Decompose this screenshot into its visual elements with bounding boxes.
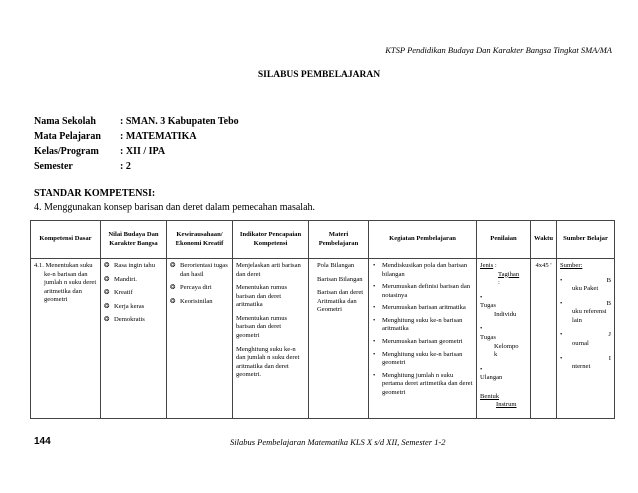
materi-item: Barisan dan deret Aritmatika dan Geometri: [317, 289, 364, 314]
list-item: ❂ Rasa ingin tahu: [104, 262, 156, 269]
header-note: KTSP Pendidikan Budaya Dan Karakter Bangsa Tingkat SMA/MA: [385, 45, 612, 55]
indikator-item: Menghitung suku ke-n dan jumlah n suku deret aritmatika dan deret geometri.: [236, 345, 300, 379]
bullet-icon: ❂: [104, 289, 110, 297]
header-kompetensi: Kompetensi Dasar: [31, 221, 101, 259]
dot-icon: •: [373, 350, 376, 358]
list-item: • Mendiskusikan pola dan barisan bilangan: [373, 262, 468, 278]
cell-penilaian: Jenis : Tagihan : • Tugas Individu • Tugas Kelompo k • Ulangan Bentuk Instrum: [477, 259, 531, 419]
list-item: ❂ Percaya diri: [170, 284, 212, 292]
cell-materi: [309, 259, 369, 419]
list-item: • Menghitung jumlah n suku pertama deret aritmetika dan deret geometri: [373, 371, 473, 396]
list-item: ❂ Berorientasi tugas dan hasil: [170, 262, 228, 278]
header-kewirausahaan: Kewirausahaan/ Ekonomi Kreatif: [167, 221, 233, 259]
header-nilai-budaya: Nilai Budaya Dan Karakter Bangsa: [101, 221, 167, 259]
list-item: • Merumuskan definisi barisan dan notasinya: [373, 283, 471, 299]
cell-indikator: [233, 259, 309, 419]
dot-icon: •: [560, 331, 563, 339]
list-item: ❂ Kreatif: [104, 289, 133, 297]
dot-icon: •: [373, 304, 376, 312]
bullet-icon: ❂: [104, 302, 110, 310]
dot-icon: •: [373, 371, 376, 379]
dot-icon: •: [373, 262, 376, 269]
cell-kegiatan: [369, 259, 477, 419]
school-info: [34, 114, 239, 174]
list-item: • B uku referensi lain: [560, 299, 611, 324]
dot-icon: •: [560, 354, 563, 362]
info-row-semester: Semester : 2: [34, 161, 131, 172]
dot-icon: •: [560, 299, 563, 307]
list-item: ❂ Mandiri.: [104, 275, 137, 283]
list-item: • J ournal: [560, 331, 611, 347]
dot-icon: •: [560, 276, 563, 284]
info-row-subject: Mata Pelajaran : MATEMATIKA: [34, 131, 197, 142]
dot-icon: •: [373, 283, 376, 291]
list-item: • Menghitung suku ke-n barisan aritmatika: [373, 316, 463, 333]
info-row-class: Kelas/Program : XII / IPA: [34, 146, 166, 157]
list-item: ❂ Demokratis: [104, 316, 145, 324]
list-item: • B uku Paket: [560, 276, 611, 293]
dot-icon: •: [480, 365, 483, 373]
header-indikator: Indikator Pencapaian Kompetensi: [233, 221, 309, 259]
cell-kompetensi: 4.1. Menentukan suku ke-n barisan dan jumlah n suku deret aritmetika dan geometri: [31, 259, 101, 419]
bullet-icon: ❂: [104, 262, 110, 269]
list-item: • Menghitung suku ke-n barisan geometri: [373, 350, 463, 367]
table-row: [31, 259, 615, 419]
cell-sumber: Sumber: • B uku Paket • B uku referensi lain • J ournal • I nternet: [557, 259, 615, 419]
standar-kompetensi-title: STANDAR KOMPETENSI:: [34, 188, 156, 199]
materi-item: Barisan Bilangan: [317, 275, 363, 283]
materi-item: Pola Bilangan: [317, 262, 355, 269]
bullet-icon: ❂: [104, 316, 110, 324]
bullet-icon: ❂: [104, 275, 110, 283]
syllabus-table: [30, 220, 615, 419]
bullet-icon: ❂: [170, 297, 176, 305]
page-number: 144: [34, 436, 51, 447]
indikator-item: Menentukan rumus barisan dan deret aritmatika: [236, 284, 288, 309]
cell-kewirausahaan: [167, 259, 233, 419]
table-header-row: [31, 221, 615, 259]
footer-note: Silabus Pembelajaran Matematika KLS X s/d XII, Semester 1-2: [230, 437, 446, 447]
dot-icon: •: [373, 337, 376, 345]
dot-icon: •: [480, 293, 483, 301]
dot-icon: •: [373, 316, 376, 324]
list-item: • Merumuskan barisan geometri: [373, 337, 463, 345]
header-penilaian: Penilaian: [477, 221, 531, 259]
bullet-icon: ❂: [170, 284, 176, 292]
list-item: • I nternet: [560, 354, 611, 371]
list-item: ❂ Kerja keras: [104, 302, 145, 310]
header-kegiatan: Kegiatan Pembelajaran: [369, 221, 477, 259]
indikator-item: Menjelaskan arti barisan dan deret: [236, 262, 301, 278]
bullet-icon: ❂: [170, 262, 176, 269]
penilaian-jenis: Jenis :: [480, 262, 497, 269]
standar-kompetensi-text: 4. Menggunakan konsep barisan dan deret dalam pemecahan masalah.: [34, 202, 316, 213]
header-sumber: Sumber Belajar: [557, 221, 615, 259]
header-materi: Materi Pembelajaran: [309, 221, 369, 259]
cell-nilai-budaya: [101, 259, 167, 419]
list-item: ❂ Keorisinilan: [170, 297, 213, 305]
page-title: SILABUS PEMBELAJARAN: [257, 70, 381, 80]
list-item: • Merumuskan barisan aritmatika: [373, 304, 466, 312]
dot-icon: •: [480, 325, 483, 333]
indikator-item: Menentukan rumus barisan dan deret geometri: [236, 314, 288, 339]
cell-waktu: 4x45 ': [531, 259, 557, 419]
header-waktu: Waktu: [531, 221, 557, 259]
info-row-school: Nama Sekolah : SMAN. 3 Kabupaten Tebo: [34, 116, 239, 127]
